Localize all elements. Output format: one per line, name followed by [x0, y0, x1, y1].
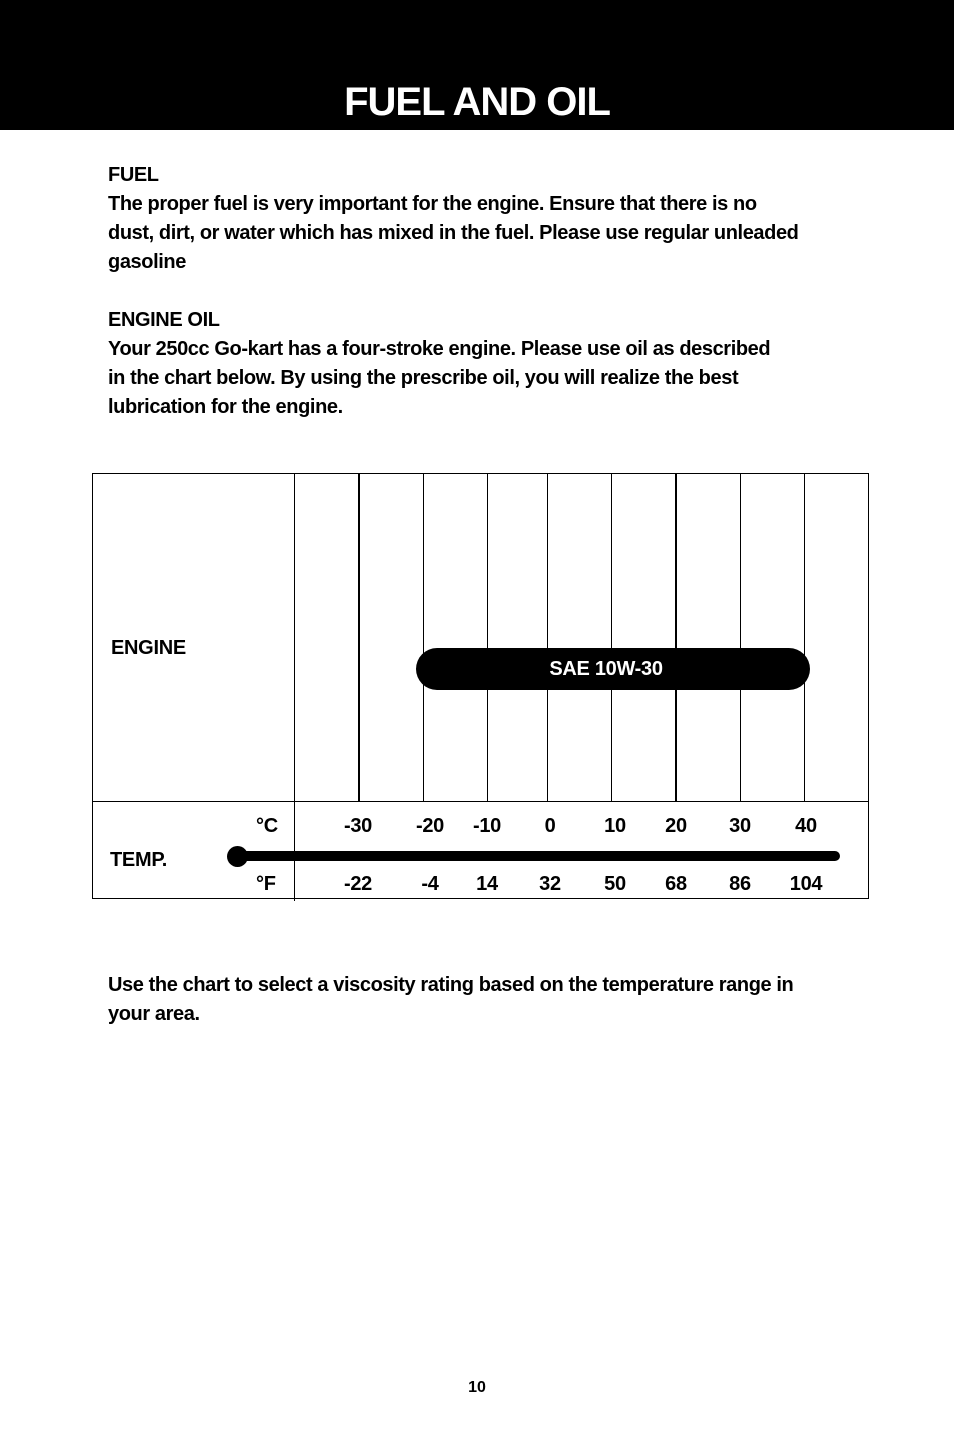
- fahrenheit-tick-label: -22: [343, 873, 372, 895]
- fahrenheit-tick-label: 104: [789, 873, 823, 895]
- instruction-text-line: Use the chart to select a viscosity rating based on the temperature range in: [108, 974, 794, 996]
- celsius-tick-label: 30: [729, 815, 751, 837]
- engine-oil-text-line: lubrication for the engine.: [108, 396, 343, 418]
- chart-grid-line: [294, 473, 295, 801]
- engine-oil-heading: ENGINE OIL: [108, 309, 220, 331]
- celsius-tick-label: 10: [604, 815, 626, 837]
- fahrenheit-tick-label: 14: [476, 873, 498, 895]
- celsius-tick-label: -20: [415, 815, 444, 837]
- engine-row-label: ENGINE: [111, 637, 186, 659]
- fuel-section: [108, 161, 868, 277]
- engine-oil-section: [108, 306, 868, 422]
- fahrenheit-tick-label: 86: [729, 873, 751, 895]
- fuel-text-line: The proper fuel is very important for the engine. Ensure that there is no: [108, 193, 757, 215]
- chart-grid-line: [358, 473, 360, 801]
- page-number: 10: [468, 1379, 486, 1396]
- chart-grid-line: [487, 473, 488, 801]
- celsius-tick-label: 0: [544, 815, 556, 837]
- celsius-tick-label: -30: [343, 815, 372, 837]
- chart-grid-line: [740, 473, 741, 801]
- fahrenheit-tick-label: 32: [539, 873, 561, 895]
- fuel-text-line: gasoline: [108, 251, 186, 273]
- thermometer-bulb-icon: [227, 846, 248, 867]
- fahrenheit-tick-label: -4: [421, 873, 439, 895]
- fahrenheit-tick-label: 50: [604, 873, 626, 895]
- chart-grid-line: [804, 473, 805, 801]
- chart-grid-line: [547, 473, 548, 801]
- celsius-tick-label: 20: [665, 815, 687, 837]
- celsius-unit-label: °C: [256, 815, 278, 837]
- celsius-tick-label: 40: [795, 815, 817, 837]
- chart-grid-line: [423, 473, 424, 801]
- engine-oil-text-line: Your 250cc Go-kart has a four-stroke engine. Please use oil as described: [108, 338, 771, 360]
- fahrenheit-unit-label: °F: [256, 873, 276, 895]
- chart-instruction: [108, 971, 868, 1029]
- header-band: [0, 0, 954, 130]
- chart-row-divider: [92, 801, 869, 802]
- page-title: FUEL AND OIL: [344, 80, 610, 124]
- fahrenheit-tick-label: 68: [665, 873, 687, 895]
- thermometer-bar: [238, 851, 840, 861]
- oil-grade-range-bar: [416, 648, 810, 690]
- chart-grid-line: [675, 473, 677, 801]
- instruction-text-line: your area.: [108, 1003, 200, 1025]
- oil-grade-label: SAE 10W-30: [549, 658, 663, 680]
- fuel-heading: FUEL: [108, 164, 159, 186]
- engine-oil-text-line: in the chart below. By using the prescribe oil, you will realize the best: [108, 367, 739, 389]
- fuel-text-line: dust, dirt, or water which has mixed in the fuel. Please use regular unleaded: [108, 222, 799, 244]
- chart-grid-line: [611, 473, 612, 801]
- celsius-tick-label: -10: [472, 815, 501, 837]
- temp-row-label: TEMP.: [110, 849, 168, 871]
